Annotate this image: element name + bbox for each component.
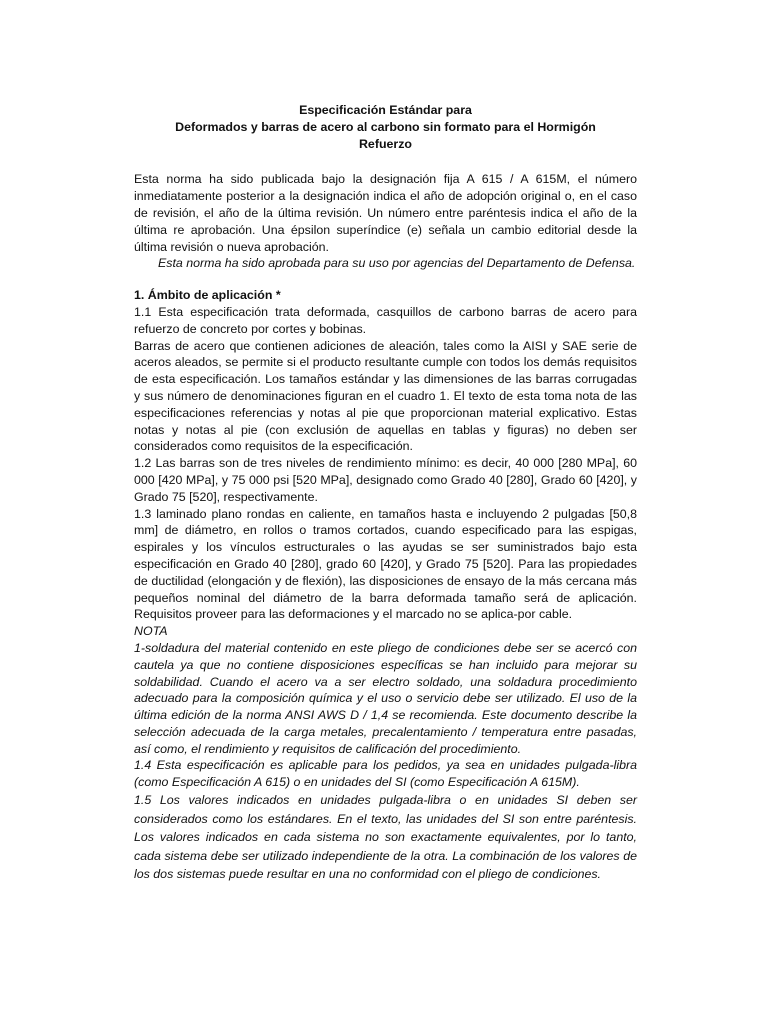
title-line-3: Refuerzo (358, 136, 412, 151)
note-label: NOTA (134, 624, 168, 639)
paragraph-1-1: 1.1 Esta especificación trata deformada, casquillos de carbono barras de acero para refuerzo de concreto por cortes y bobinas. (134, 304, 637, 336)
document-title (134, 102, 637, 152)
note-paragraph: 1-soldadura del material contenido en este pliego de condiciones debe ser se acercó con cautela ya que no contiene disposiciones específicas se han incluido para mejorar su soldabilidad. Cuando el acero va a ser electro soldado, una soldadura procedimiento adecuado para la composición química y el uso o servicio debe ser utilizado. El uso de la última edición de la norma ANSI AWS D / 1,4 se recomienda. Este documento describe la selección adecuada de la carga metales, precalentamiento / temperatura entre pasadas, así como, el rendimiento y requisitos de calificación del procedimiento. (134, 640, 637, 756)
paragraph-1-5: 1.5 Los valores indicados en unidades pulgada-libra o en unidades SI deben ser considerados como los estándares. En el texto, las unidades del SI son entre paréntesis. Los valores indicados en cada sistema no son exactamente equivalentes, por lo tanto, cada sistema debe ser utilizado independiente de la otra. La combinación de los valores de los dos sistemas puede resultar en una no conformidad con el pliego de condiciones. (134, 793, 637, 882)
title-line-2: Deformados y barras de acero al carbono sin formato para el Hormigón (175, 119, 596, 134)
document-page (134, 102, 637, 884)
section-heading: 1. Ámbito de aplicación * (134, 288, 281, 303)
paragraph-alloy-bars: Barras de acero que contienen adiciones de aleación, tales como la AISI y SAE serie de aceros aleados, se permite si el producto resultante cumple con todos los demás requisitos de esta especificación. Los tamaños estándar y las dimensiones de las barras corrugadas y sus número de denominaciones figuran en el cuadro 1. El texto de esta toma nota de las especificaciones referencias y notas al pie que proporcionan material explicativo. Estas notas y notas al pie (con exclusión de aquellas en tablas y figuras) no deben ser considerados como requisitos de la especificación. (134, 338, 637, 454)
paragraph-1-3: 1.3 laminado plano rondas en caliente, en tamaños hasta e incluyendo 2 pulgadas [50,8 mm] de diámetro, en rollos o tramos cortados, cuando especificado para las espigas, espirales y los vínculos estructurales o las ayudas se ser suministrados bajo esta especificación en Grado 40 [280], grado 60 [420], y Grado 75 [520]. Para las propiedades de ductilidad (elongación y de flexión), las disposiciones de ensayo de la más cercana más pequeños nominal del diámetro de la barra deformada tamaño será de aplicación. Requisitos proveer para las deformaciones y el marcado no se aplica-por cable. (134, 506, 637, 622)
intro-paragraph: Esta norma ha sido publicada bajo la designación fija A 615 / A 615M, el número inmediatamente posterior a la designación indica el año de adopción original o, en el caso de revisión, el año de la última revisión. Un número entre paréntesis indica el año de la última re aprobación. Una épsilon superíndice (e) señala un cambio editorial desde la última revisión o nueva aprobación. (134, 172, 637, 254)
approval-note: Esta norma ha sido aprobada para su uso por agencias del Departamento de Defensa. (158, 256, 636, 271)
paragraph-1-2: 1.2 Las barras son de tres niveles de rendimiento mínimo: es decir, 40 000 [280 MPa], 60 000 [420 MPa], y 75 000 psi [520 MPa], designado como Grado 40 [280], Grado 60 [420], y Grado 75 [520], respectivamente. (134, 456, 637, 504)
title-line-1: Especificación Estándar para (299, 103, 472, 117)
paragraph-1-4: 1.4 Esta especificación es aplicable para los pedidos, ya sea en unidades pulgada-libra (como Especificación A 615) o en unidades del SI (como Especificación A 615M). (134, 758, 637, 790)
